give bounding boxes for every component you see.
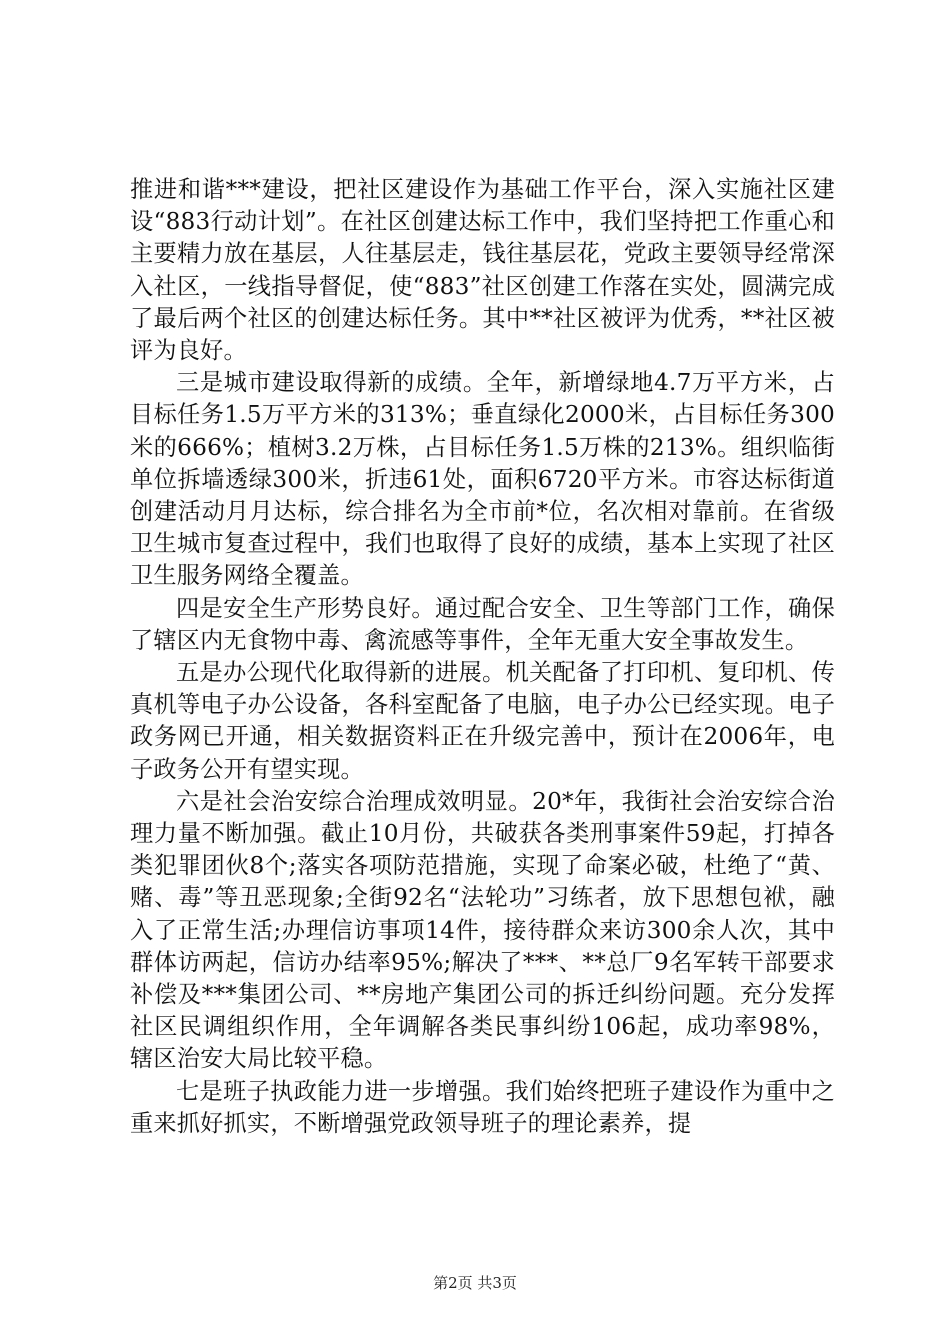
paragraph-continuation: 推进和谐***建设，把社区建设作为基础工作平台，深入实施社区建设“883行动计划”。在社区创建达标工作中，我们坚持把工作重心和主要精力放在基层，人往基层走，钱往基层花，党政主要领导经常深入社区，一线指导督促，使“883”社区创建工作落在实处，圆满完成了最后两个社区的创建达标任务。其中**社区被评为优秀，**社区被评为良好。 bbox=[130, 176, 835, 365]
paragraph-public-security: 六是社会治安综合治理成效明显。20*年，我街社会治安综合治理力量不断加强。截止10月份，共破获各类刑事案件59起，打掉各类犯罪团伙8个;落实各项防范措施，实现了命案必破，杜绝了“黄、赌、毒”等丑恶现象;全街92名“法轮功”习练者，放下思想包袱，融入了正常生活;办理信访事项14件，接待群众来访300余人次，其中群体访两起，信访办结率95%;解决了***、**总厂9名军转干部要求补偿及***集团公司、**房地产集团公司的拆迁纠纷问题。充分发挥社区民调组织作用，全年调解各类民事纠纷106起，成功率98%，辖区治安大局比较平稳。 bbox=[130, 787, 835, 1073]
document-body bbox=[130, 174, 835, 1140]
paragraph-urban-construction: 三是城市建设取得新的成绩。全年，新增绿地4.7万平方米，占目标任务1.5万平方米的313%；垂直绿化2000米，占目标任务300米的666%；植树3.2万株，占目标任务1.5万株的213%。组织临街单位拆墙透绿300米，折违61处，面积6720平方米。市容达标街道创建活动月月达标，综合排名为全市前*位，名次相对靠前。在省级卫生城市复查过程中，我们也取得了良好的成绩，基本上实现了社区卫生服务网络全覆盖。 bbox=[130, 369, 835, 590]
paragraph-office-modernization: 五是办公现代化取得新的进展。机关配备了打印机、复印机、传真机等电子办公设备，各科室配备了电脑，电子办公已经实现。电子政务网已开通，相关数据资料正在升级完善中，预计在2006年，电子政务公开有望实现。 bbox=[130, 659, 835, 783]
page-footer: 第2页 共3页 bbox=[433, 1274, 517, 1292]
paragraph-leadership-capacity: 七是班子执政能力进一步增强。我们始终把班子建设作为重中之重来抓好抓实，不断增强党政领导班子的理论素养，提 bbox=[130, 1077, 835, 1137]
paragraph-production-safety: 四是安全生产形势良好。通过配合安全、卫生等部门工作，确保了辖区内无食物中毒、禽流感等事件，全年无重大安全事故发生。 bbox=[130, 594, 835, 654]
